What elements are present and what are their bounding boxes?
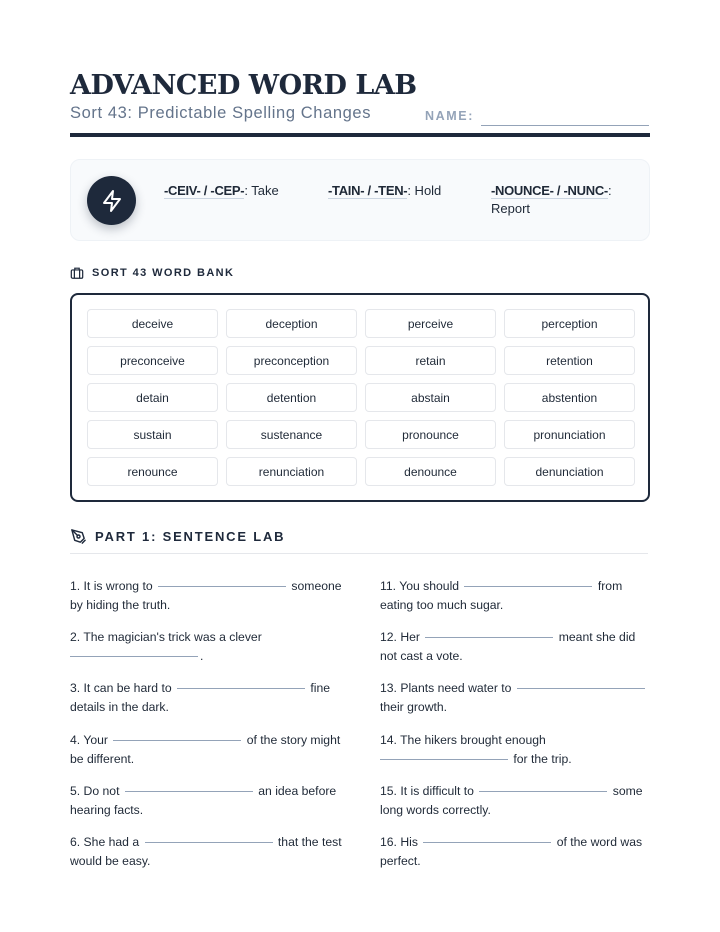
word-card: denounce [365, 457, 496, 486]
answer-blank[interactable] [423, 842, 551, 843]
word-bank-title: SORT 43 WORD BANK [92, 267, 235, 279]
word-card: deception [226, 309, 357, 338]
page-title: ADVANCED WORD LAB [70, 70, 417, 101]
question-text: hearing facts. [70, 802, 144, 817]
word-card: detain [87, 383, 218, 412]
word-card: pronounce [365, 420, 496, 449]
question-text: 1. It is wrong to [70, 579, 153, 593]
answer-blank[interactable] [113, 740, 241, 741]
word-card: preconceive [87, 346, 218, 375]
question-4 [70, 731, 342, 768]
header-divider [70, 133, 650, 137]
question-14 [380, 731, 652, 768]
rule-term: -CEIV- / -CEP- [164, 183, 245, 198]
question-text: fine [310, 681, 331, 695]
question-text: 6. She had a [70, 835, 140, 849]
question-text: of the word was [556, 835, 643, 849]
question-text: an idea before [258, 784, 337, 798]
word-card: preconception [226, 346, 357, 375]
question-text: 16. His [380, 835, 418, 849]
question-text: eating too much sugar. [380, 597, 504, 612]
question-text: would be easy. [70, 853, 151, 868]
question-text: 2. The magician's trick was a clever [70, 630, 262, 644]
page-subtitle: Sort 43: Predictable Spelling Changes [70, 104, 372, 122]
rule-meaning-line2: Report [491, 201, 531, 216]
question-text: meant she did [558, 630, 636, 644]
question-3 [70, 679, 342, 716]
question-text: of the story might [246, 733, 341, 747]
answer-blank[interactable] [177, 688, 305, 689]
word-card: sustenance [226, 420, 357, 449]
word-card: abstain [365, 383, 496, 412]
rules-box [70, 159, 650, 241]
answer-blank[interactable] [380, 759, 508, 760]
word-card: perception [504, 309, 635, 338]
question-text: that the test [277, 835, 342, 849]
question-12 [380, 628, 652, 665]
briefcase-icon [70, 266, 84, 280]
question-text: 12. Her [380, 630, 420, 644]
word-bank [70, 293, 650, 502]
question-16 [380, 833, 652, 870]
word-bank-grid [87, 309, 635, 486]
word-card: sustain [87, 420, 218, 449]
question-text: for the trip. [513, 751, 572, 766]
name-label: NAME: [425, 109, 474, 123]
answer-blank[interactable] [145, 842, 273, 843]
word-card: renunciation [226, 457, 357, 486]
question-text: long words correctly. [380, 802, 491, 817]
rule-meaning: : [607, 183, 612, 198]
question-text: not cast a vote. [380, 648, 463, 663]
question-text: their growth. [380, 699, 448, 714]
answer-blank[interactable] [425, 637, 553, 638]
word-card: renounce [87, 457, 218, 486]
rule-meaning: : Hold [407, 183, 442, 198]
question-text: 4. Your [70, 733, 108, 747]
question-text: perfect. [380, 853, 421, 868]
answer-blank[interactable] [70, 656, 198, 657]
question-1 [70, 577, 342, 614]
word-card: perceive [365, 309, 496, 338]
word-bank-heading [70, 266, 234, 280]
part1-heading [70, 528, 285, 545]
question-5 [70, 782, 342, 819]
word-card: pronunciation [504, 420, 635, 449]
rule-ceiv [164, 182, 279, 200]
word-card: deceive [87, 309, 218, 338]
answer-blank[interactable] [517, 688, 645, 689]
question-text: . [200, 648, 204, 663]
pen-tool-icon [70, 528, 87, 545]
answer-blank[interactable] [479, 791, 607, 792]
answer-blank[interactable] [158, 586, 286, 587]
answer-blank[interactable] [125, 791, 253, 792]
rule-nounce [491, 182, 612, 218]
word-card: denunciation [504, 457, 635, 486]
question-text: 3. It can be hard to [70, 681, 172, 695]
part1-divider [70, 553, 648, 554]
rule-term: -NOUNCE- / -NUNC- [491, 183, 608, 198]
question-15 [380, 782, 652, 819]
question-text: 15. It is difficult to [380, 784, 474, 798]
question-11 [380, 577, 652, 614]
rule-term: -TAIN- / -TEN- [328, 183, 408, 198]
question-text: be different. [70, 751, 135, 766]
question-2 [70, 628, 342, 665]
question-text: from [597, 579, 623, 593]
question-text: details in the dark. [70, 699, 169, 714]
question-6 [70, 833, 342, 870]
question-text: 11. You should [380, 579, 460, 593]
question-text: 5. Do not [70, 784, 120, 798]
question-text: 14. The hikers brought enough [380, 733, 546, 747]
word-card: abstention [504, 383, 635, 412]
word-card: retain [365, 346, 496, 375]
question-text: some [612, 784, 643, 798]
question-text: 13. Plants need water to [380, 681, 512, 695]
question-text: someone [291, 579, 342, 593]
rule-tain [328, 182, 441, 200]
lightning-icon [87, 176, 136, 225]
question-text: by hiding the truth. [70, 597, 171, 612]
answer-blank[interactable] [464, 586, 592, 587]
name-field[interactable] [481, 125, 649, 126]
word-card: detention [226, 383, 357, 412]
part1-title: PART 1: SENTENCE LAB [95, 529, 286, 544]
rule-meaning: : Take [244, 183, 279, 198]
question-13 [380, 679, 652, 716]
word-card: retention [504, 346, 635, 375]
